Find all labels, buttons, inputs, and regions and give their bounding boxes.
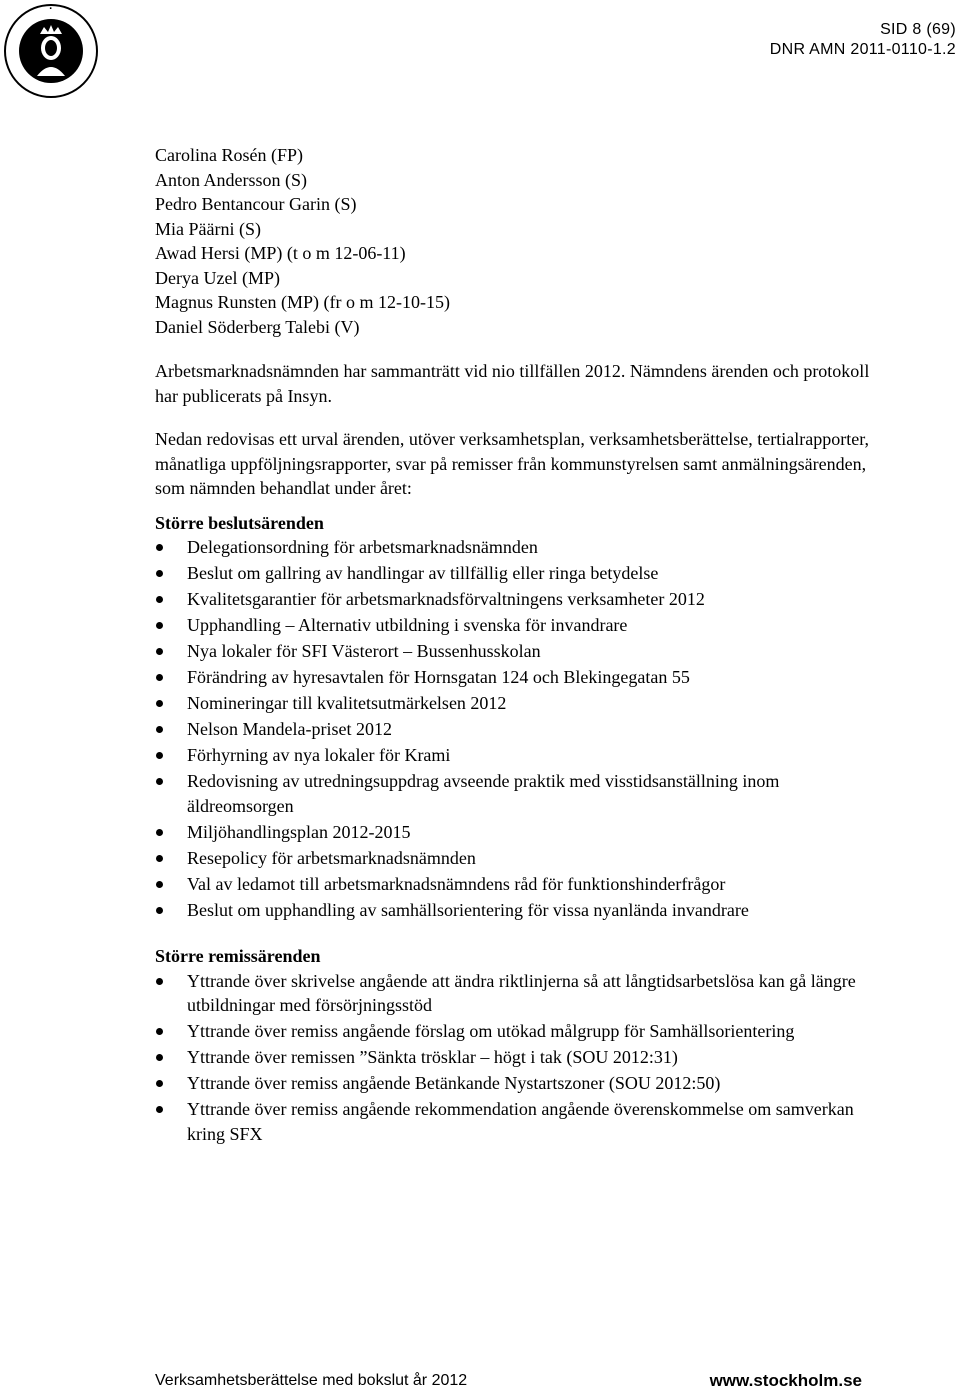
member: Derya Uzel (MP) bbox=[155, 267, 280, 288]
list-item: Miljöhandlingsplan 2012-2015 bbox=[187, 821, 411, 842]
list-item: Resepolicy för arbetsmarknadsnämnden bbox=[187, 847, 476, 868]
list-item: Beslut om upphandling av samhällsorientering för vissa nyanlända invandrare bbox=[187, 899, 749, 920]
list-item: Yttrande över skrivelse angående att ändra riktlinjerna så att långtidsarbetslösa kan gå längre utbildningar med försörjningsstöd bbox=[187, 970, 856, 1015]
footer-title: Verksamhetsberättelse med bokslut år 2012 bbox=[155, 1372, 468, 1389]
website-link[interactable]: www.stockholm.se bbox=[709, 1371, 862, 1390]
referrals-heading: Större remissärenden bbox=[155, 946, 321, 966]
member: Magnus Runsten (MP) (fr o m 12-10-15) bbox=[155, 292, 450, 312]
list-item: Upphandling – Alternativ utbildning i svenska för invandrare bbox=[187, 615, 628, 635]
decisions-heading: Större beslutsärenden bbox=[155, 512, 324, 533]
referrals-list bbox=[155, 969, 870, 1147]
list-item: Nomineringar till kvalitetsutmärkelsen 2012 bbox=[187, 693, 507, 713]
list-item: Förändring av hyresavtalen för Hornsgatan 124 och Blekingegatan 55 bbox=[187, 667, 690, 687]
member: Daniel Söderberg Talebi (V) bbox=[155, 316, 360, 337]
list-item: Kvalitetsgarantier för arbetsmarknadsförvaltningens verksamheter 2012 bbox=[187, 589, 705, 609]
stockholms-stad-logo bbox=[0, 0, 102, 102]
page-header bbox=[770, 20, 956, 60]
meetings-paragraph: Arbetsmarknadsnämnden har sammanträtt vid nio tillfällen 2012. Nämndens ärenden och protokoll har publicerats på Insyn. bbox=[155, 361, 870, 406]
list-item: Yttrande över remiss angående Betänkande Nystartszoner (SOU 2012:50) bbox=[187, 1073, 721, 1093]
member: Carolina Rosén (FP) bbox=[155, 145, 303, 165]
list-item: Nelson Mandela-priset 2012 bbox=[187, 719, 392, 739]
member: Pedro Bentancour Garin (S) bbox=[155, 194, 357, 214]
member: Awad Hersi (MP) (t o m 12-06-11) bbox=[155, 243, 406, 263]
list-item: Yttrande över remiss angående rekommendation angående överenskommelse om samverkan kring SFX bbox=[187, 1099, 854, 1144]
list-item: Förhyrning av nya lokaler för Krami bbox=[187, 745, 451, 765]
list-item: Delegationsordning för arbetsmarknadsnämnden bbox=[187, 537, 538, 557]
list-item: Redovisning av utredningsuppdrag avseende praktik med visstidsanställning inom äldreomsorgen bbox=[187, 771, 780, 816]
member: Mia Päärni (S) bbox=[155, 218, 261, 239]
list-item: Beslut om gallring av handlingar av tillfällig eller ringa betydelse bbox=[187, 563, 659, 583]
document-body bbox=[155, 143, 870, 1148]
page-number: SID 8 (69) bbox=[880, 21, 956, 38]
list-item: Yttrande över remiss angående förslag om utökad målgrupp för Samhällsorientering bbox=[187, 1021, 795, 1041]
list-item: Yttrande över remissen ”Sänkta trösklar – högt i tak (SOU 2012:31) bbox=[187, 1047, 678, 1067]
list-item: Val av ledamot till arbetsmarknadsnämndens råd för funktionshinderfrågor bbox=[187, 873, 726, 894]
list-item: Nya lokaler för SFI Västerort – Bussenhusskolan bbox=[187, 641, 541, 661]
svg-text:·: · bbox=[49, 3, 53, 15]
decisions-list bbox=[155, 535, 870, 922]
document-number: DNR AMN 2011-0110-1.2 bbox=[769, 41, 956, 58]
member: Anton Andersson (S) bbox=[155, 169, 307, 190]
intro-paragraph: Nedan redovisas ett urval ärenden, utöver verksamhetsplan, verksamhetsberättelse, tertialrapporter, månatliga uppföljningsrapporter, svar på remisser från kommunstyrelsen samt anmälningsärenden, som nämnden behandlat under året: bbox=[155, 429, 869, 498]
member-list bbox=[155, 143, 870, 339]
